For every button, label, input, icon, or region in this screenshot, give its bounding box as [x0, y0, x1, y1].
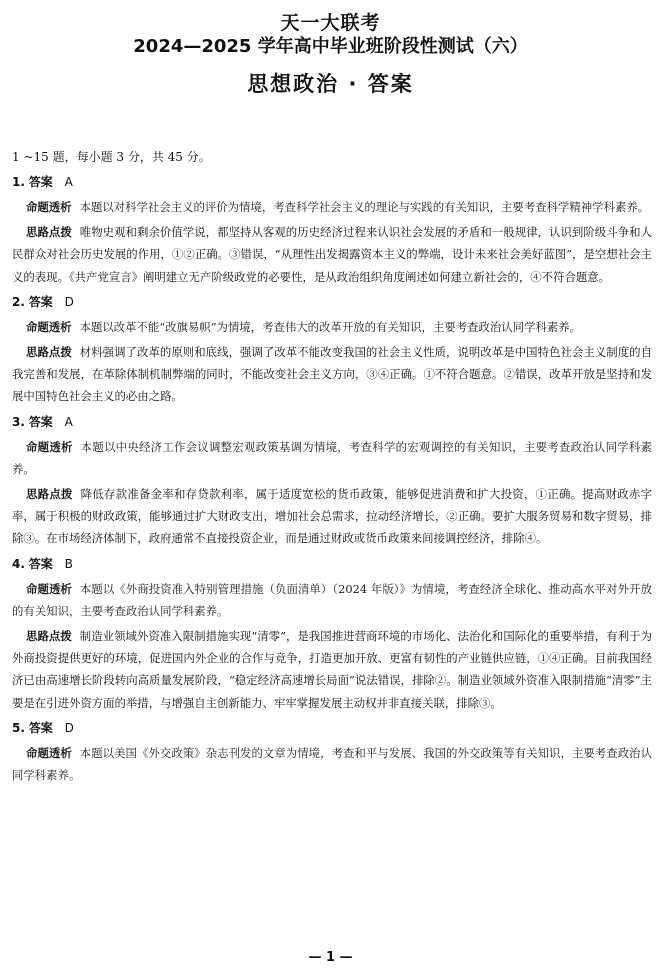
analysis-text: 本题以中央经济工作会议调整宏观政策基调为情境，考查科学的宏观调控的有关知识，主要考查政治认同学科素养。	[12, 439, 652, 476]
answer-line	[12, 413, 652, 431]
answer-value: B	[64, 556, 73, 571]
page-number: — 1 —	[308, 950, 353, 965]
hint-paragraph	[12, 221, 652, 288]
analysis-text: 本题以美国《外交政策》杂志刊发的文章为情境，考查和平与发展、我国的外交政策等有关知识，主要考查政治认同学科素养。	[12, 745, 652, 783]
question-number: 2.	[12, 294, 25, 309]
answer-line	[12, 173, 652, 191]
hint-label: 思路点拨	[26, 345, 72, 360]
analysis-text: 本题以《外商投资准入特别管理措施（负面清单）（2024 年版）》为情境，考查经济全球化、推动高水平对外开放的有关知识，主要考查政治认同学科素养。	[12, 581, 652, 618]
analysis-text: 本题以对科学社会主义的评价为情境，考查科学社会主义的理论与实践的有关知识，主要考查科学精神学科素养。	[79, 200, 650, 214]
subject-title: 思想政治 · 答案	[247, 72, 414, 96]
analysis-label: 命题透析	[26, 745, 72, 760]
analysis-paragraph	[12, 436, 652, 480]
scoring-intro: 1 ~15 题，每小题 3 分，共 45 分。	[12, 150, 211, 164]
analysis-label: 命题透析	[26, 581, 72, 596]
analysis-paragraph	[12, 316, 652, 338]
question-4	[12, 555, 652, 714]
analysis-text: 本题以改革不能“改旗易帜”为情境，考查伟大的改革开放的有关知识，主要考查政治认同学科素养。	[79, 319, 582, 334]
analysis-paragraph	[12, 742, 652, 786]
analysis-paragraph	[12, 196, 652, 218]
answer-value: A	[64, 414, 73, 429]
exam-title: 2024—2025 学年高中毕业班阶段性测试（六）	[133, 36, 528, 57]
question-number: 1.	[12, 175, 25, 189]
answer-value: D	[64, 294, 74, 309]
hint-text: 制造业领域外资准入限制措施实现“清零”，是我国推进营商环境的市场化、法治化和国际化的重要举措，有利于为外商投资提供更好的环境，促进国内外企业的合作与竞争，打造更加开放、更富有韧性的产业链供应链，①④正确。目前我国经济已由高速增长阶段转向高质量发展阶段，“稳定经济高速增长局面”说法错误，排除②。制造业领域外资准入限制措施“清零”主要是在引进外资方面的举措，与增强自主创新能力、牢牢掌握发展主动权并非直接关联，排除③。	[12, 629, 652, 710]
analysis-paragraph	[12, 578, 652, 622]
answer-label: 答案	[28, 294, 53, 309]
answer-value: A	[64, 175, 73, 189]
hint-paragraph	[12, 483, 652, 550]
hint-paragraph	[12, 341, 652, 408]
hint-label: 思路点拨	[26, 225, 72, 240]
hint-text: 唯物史观和剩余价值学说，都坚持从客观的历史经济过程来认识社会发展的矛盾和一般规律，认识到阶级斗争和人民群众对社会历史发展的作用，①②正确。③错误，“从理性出发揭露资本主义的弊端，设计未来社会美好蓝图”，是空想社会主义的表现。《共产党宣言》阐明建立无产阶级政党的必要性，是从政治组织角度阐述如何建立新社会的，④不符合题意。	[12, 225, 652, 284]
question-2	[12, 293, 652, 408]
question-3	[12, 413, 652, 550]
answer-label: 答案	[28, 720, 53, 735]
analysis-label: 命题透析	[26, 200, 72, 214]
answer-value: D	[64, 720, 74, 735]
answer-label: 答案	[28, 414, 53, 429]
question-5	[12, 719, 652, 786]
hint-label: 思路点拨	[26, 487, 73, 502]
answer-content	[12, 148, 652, 789]
question-number: 3.	[12, 414, 25, 429]
hint-label: 思路点拨	[26, 629, 72, 644]
analysis-label: 命题透析	[26, 439, 73, 454]
hint-text: 材料强调了改革的原则和底线，强调了改革不能改变我国的社会主义性质，说明改革是中国特色社会主义制度的自我完善和发展，在革除体制机制弊端的同时，不能改变社会主义方向，③④正确。①不符合题意。②错误，改革开放是坚持和发展中国特色社会主义的必由之路。	[12, 345, 652, 404]
organization-title: 天一大联考	[280, 12, 381, 34]
analysis-label: 命题透析	[26, 319, 72, 334]
hint-paragraph	[12, 625, 652, 714]
answer-label: 答案	[28, 175, 53, 189]
hint-text: 降低存款准备金率和存贷款利率，属于适度宽松的货币政策，能够促进消费和扩大投资，①正确。提高财政赤字率，属于积极的财政政策，能够通过扩大财政支出，增加社会总需求，拉动经济增长，②正确。要扩大服务贸易和数字贸易，排除③。在市场经济体制下，政府通常不直接投资企业，而是通过财政或货币政策来间接调控经济，排除④。	[12, 487, 652, 546]
question-number: 5.	[12, 720, 25, 735]
question-number: 4.	[12, 556, 25, 571]
answer-label: 答案	[28, 556, 53, 571]
answer-line	[12, 719, 652, 737]
answer-line	[12, 293, 652, 311]
answer-line	[12, 555, 652, 573]
question-1	[12, 173, 652, 288]
